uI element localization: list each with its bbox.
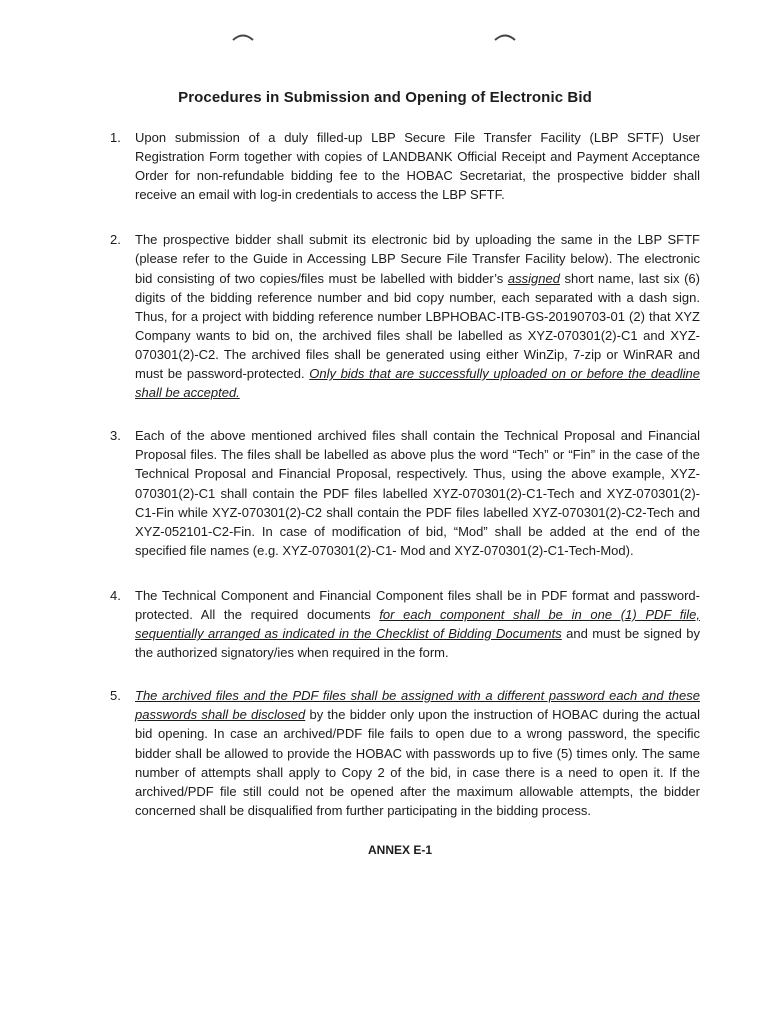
- item-text: by the bidder only upon the instruction of HOBAC during the actual bid opening. In case an archived/PDF file fails to open due to a wrong password, the specific bidder shall be allowed to provide the HOBAC with passwords up to five (5) times only. The same number of attempts shall apply to Copy 2 of the bid, in case there is a need to open it. If the archived/PDF file still could not be opened after the maximum allowable attempts, the bidder concerned shall be disqualified from further participating in the bidding process.: [135, 707, 700, 818]
- punch-hole-mark-right: [492, 30, 518, 44]
- annex-label: ANNEX E-1: [367, 843, 432, 857]
- item-number: 4.: [110, 587, 121, 603]
- procedure-list: [108, 128, 700, 820]
- procedure-item-5: [108, 686, 700, 820]
- item-text: The prospective bidder shall submit its electronic bid by uploading the same in the LBP SFTF (please refer to the Guide in Accessing LBP Secure File Transfer Facility below). The electronic bid consisting of two copies/files must be labelled with bidder’s: [135, 232, 700, 286]
- item-text: and must be signed by the authorized signatory/ies when required in the form.: [135, 626, 700, 661]
- item-emphasis: Only bids that are successfully uploaded on or before the deadline shall be accepted.: [135, 366, 701, 401]
- punch-hole-mark-left: [230, 30, 256, 44]
- item-number: 2.: [110, 232, 121, 248]
- item-text: Upon submission of a duly filled-up LBP Secure File Transfer Facility (LBP SFTF) User Registration Form together with copies of LANDBANK Official Receipt and Payment Acceptance Order for non-refundable bidding fee to the HOBAC Secretariat, the prospective bidder shall receive an email with log-in credentials to access the LBP SFTF.: [135, 130, 700, 203]
- item-number: 1.: [110, 130, 121, 145]
- procedure-item-1: [108, 128, 700, 204]
- procedure-item-4: [108, 586, 700, 662]
- procedure-item-2: [108, 230, 700, 402]
- item-text: The Technical Component and Financial Component files shall be in PDF format and password-protected. All the required documents: [135, 587, 700, 622]
- item-number: 3.: [110, 428, 121, 444]
- item-number: 5.: [110, 688, 121, 704]
- item-text: Each of the above mentioned archived files shall contain the Technical Proposal and Financial Proposal files. The files shall be labelled as above plus the word “Tech” or “Fin” in the case of the Technical Proposal and Financial Proposal, respectively. Thus, using the above example, XYZ-070301(2)-C1 shall contain the PDF files labelled XYZ-070301(2)-C1-Tech and XYZ-070301(2)-C1-Fin while XYZ-070301(2)-C2 shall contain the PDF files labelled XYZ-070301(2)-C2-Tech and XYZ-052101-C2-Fin. In case of modification of bid, “Mod” shall be added at the end of the specified file names (e.g. XYZ-070301(2)-C1- Mod and XYZ-070301(2)-C1-Tech-Mod).: [135, 428, 700, 558]
- item-emphasis: assigned: [507, 270, 560, 286]
- item-emphasis: for each component shall be in one (1) PDF file, sequentially arranged as indicated in the Checklist of Bidding Documents: [135, 606, 701, 642]
- item-text: short name, last six (6) digits of the bidding reference number and bid copy number, each separated with a dash sign. Thus, for a project with bidding reference number LBPHOBAC-ITB-GS-20190703-01 (2) that XYZ Company wants to bid on, the archived files shall be labelled as XYZ-070301(2)-C1 and XYZ-070301(2)-C2. The archived files shall be generated using either WinZip, 7-zip or WinRAR and must be password-protected.: [135, 270, 700, 382]
- procedure-item-3: [108, 426, 700, 560]
- document-title: Procedures in Submission and Opening of Electronic Bid: [178, 89, 592, 106]
- item-emphasis: The archived files and the PDF files shall be assigned with a different password each and these passwords shall be disclosed: [135, 688, 700, 723]
